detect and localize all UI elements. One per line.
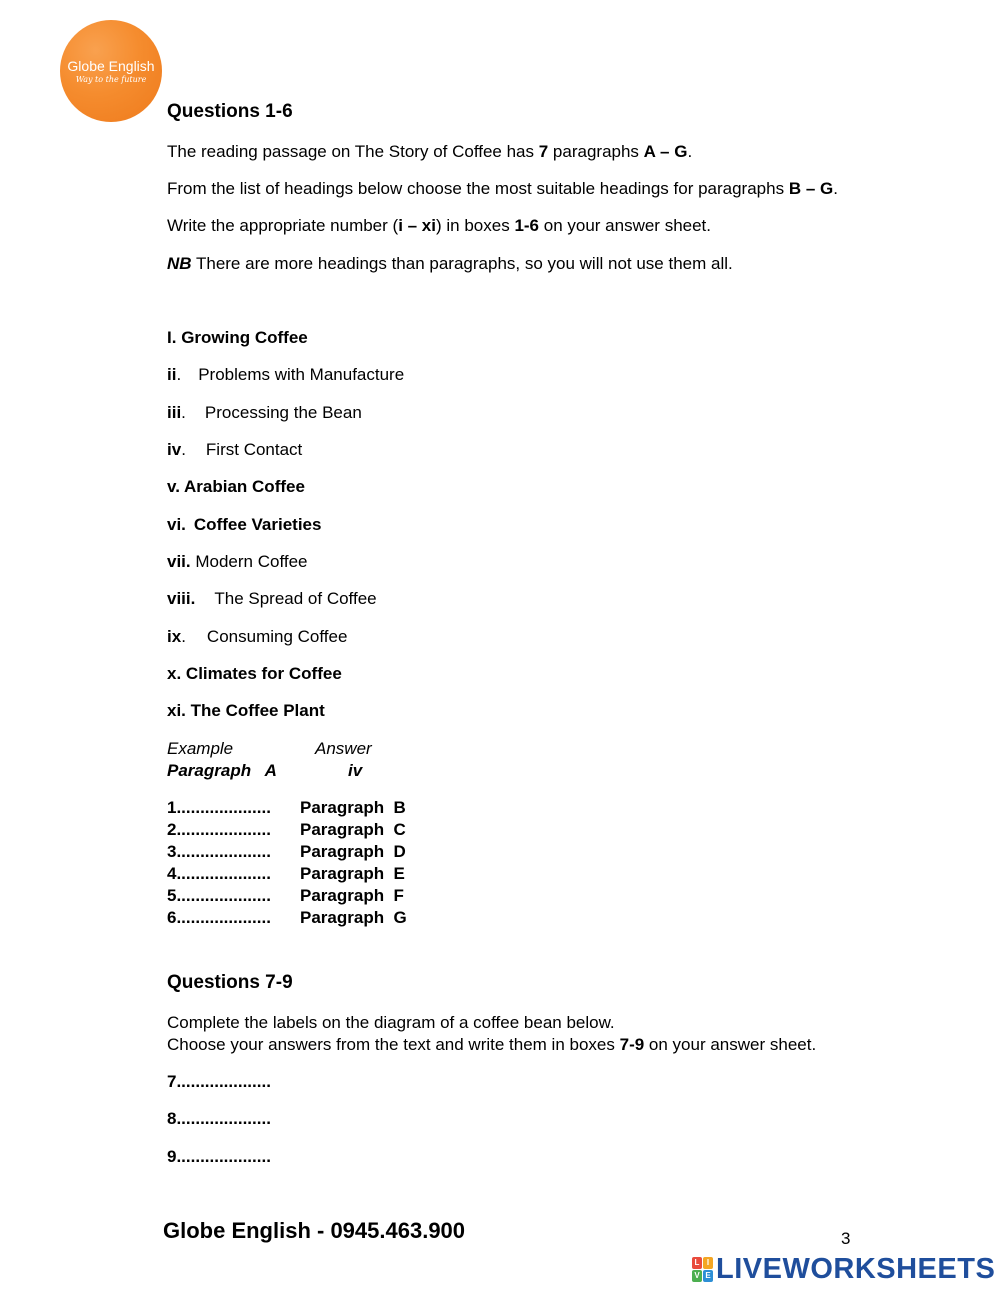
answer-blank-8[interactable]: 8....................	[167, 1109, 271, 1128]
heading-item-iv: iv. First Contact	[167, 440, 303, 459]
questions-1-6-title: Questions 1-6	[167, 101, 293, 122]
heading-item-i: I. Growing Coffee	[167, 328, 308, 347]
liveworksheets-watermark[interactable]	[692, 1252, 996, 1285]
section2-line-2: Choose your answers from the text and write them in boxes 7-9 on your answer sheet.	[167, 1035, 817, 1054]
answer-paragraph-f: Paragraph F	[300, 886, 404, 905]
heading-item-ix: ix. Consuming Coffee	[167, 627, 348, 646]
answer-blank-7[interactable]: 7....................	[167, 1072, 271, 1091]
heading-item-vii: vii. Modern Coffee	[167, 552, 308, 571]
answer-paragraph-g: Paragraph G	[300, 908, 407, 927]
instruction-line-2: From the list of headings below choose the most suitable headings for paragraphs B – G.	[167, 179, 838, 198]
answer-blank-6[interactable]: 6....................	[167, 908, 271, 927]
instruction-line-3: Write the appropriate number (i – xi) in boxes 1-6 on your answer sheet.	[167, 216, 711, 235]
heading-item-xi: xi. The Coffee Plant	[167, 701, 325, 720]
globe-english-logo	[60, 20, 162, 122]
heading-item-ii: ii. Problems with Manufacture	[167, 365, 405, 384]
logo-name: Globe English	[67, 58, 155, 74]
heading-item-vi: vi. Coffee Varieties	[167, 515, 322, 534]
heading-item-viii: viii. The Spread of Coffee	[167, 589, 377, 608]
answer-paragraph-d: Paragraph D	[300, 842, 406, 861]
logo-tagline: Way to the future	[75, 75, 147, 84]
answer-paragraph-e: Paragraph E	[300, 864, 405, 883]
answer-blank-5[interactable]: 5....................	[167, 886, 271, 905]
questions-7-9-title: Questions 7-9	[167, 972, 293, 993]
heading-item-x: x. Climates for Coffee	[167, 664, 342, 683]
liveworksheets-text: LIVEWORKSHEETS	[716, 1252, 996, 1285]
instruction-nb: NB There are more headings than paragraphs, so you will not use them all.	[167, 254, 733, 273]
answer-blank-4[interactable]: 4....................	[167, 864, 271, 883]
answer-blank-1[interactable]: 1....................	[167, 798, 271, 817]
answer-paragraph-b: Paragraph B	[300, 798, 406, 817]
answer-blank-2[interactable]: 2....................	[167, 820, 271, 839]
heading-item-iii: iii. Processing the Bean	[167, 403, 362, 422]
instruction-line-1: The reading passage on The Story of Coffee has 7 paragraphs A – G.	[167, 142, 693, 161]
section2-line-1: Complete the labels on the diagram of a coffee bean below.	[167, 1013, 615, 1032]
answer-blank-3[interactable]: 3....................	[167, 842, 271, 861]
example-answer: iv	[348, 761, 363, 780]
example-answer-label: Answer	[315, 739, 372, 758]
liveworksheets-logo-icon: L I V E	[692, 1257, 713, 1282]
heading-item-v: v. Arabian Coffee	[167, 477, 305, 496]
example-label: Example	[167, 739, 234, 758]
answer-paragraph-c: Paragraph C	[300, 820, 406, 839]
answer-blank-9[interactable]: 9....................	[167, 1147, 271, 1166]
page-number: 3	[841, 1229, 851, 1248]
example-paragraph: Paragraph A	[167, 761, 277, 780]
footer-contact: Globe English - 0945.463.900	[163, 1218, 466, 1243]
